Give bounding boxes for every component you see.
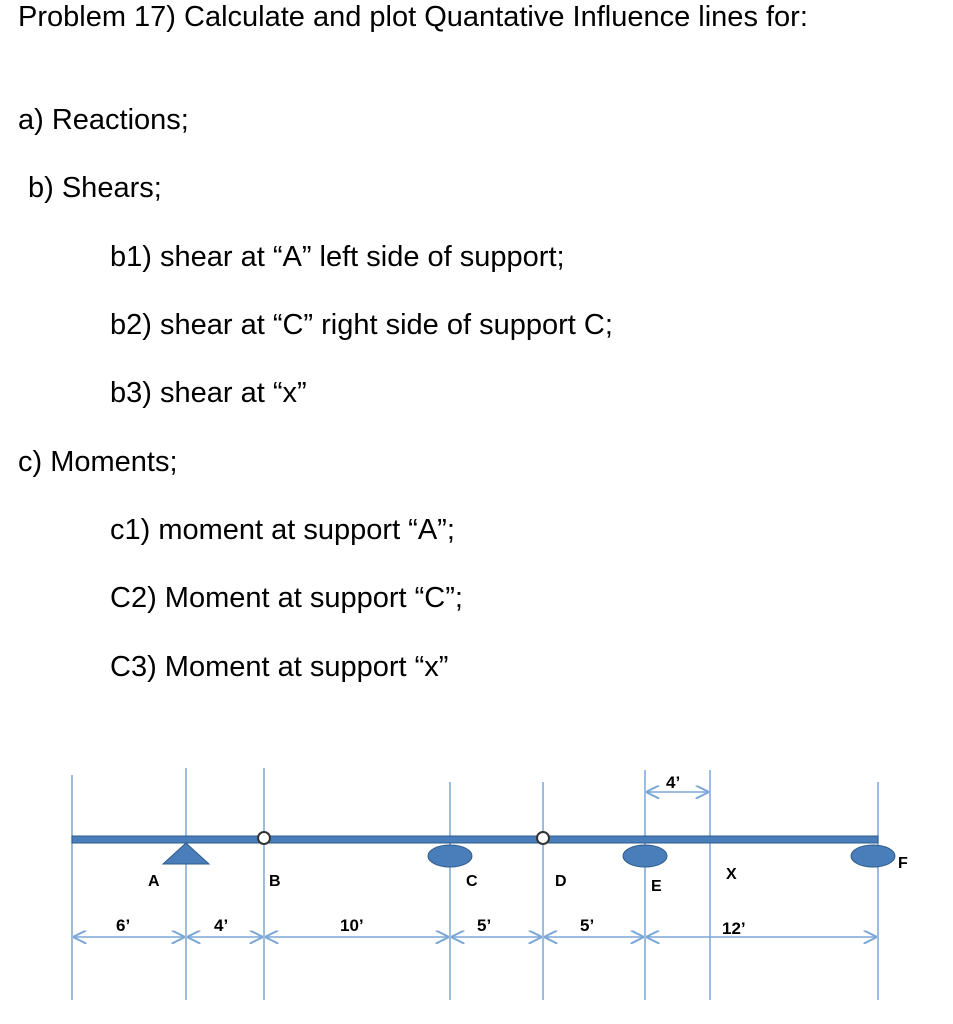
item-b-shears: b) Shears; — [28, 172, 162, 204]
beam-diagram — [0, 760, 953, 1024]
item-c1-moment-a: c1) moment at support “A”; — [110, 514, 455, 546]
item-b2-shear-c: b2) shear at “C” right side of support C; — [110, 309, 613, 341]
support-a-pin — [163, 843, 209, 864]
item-c2-moment-c: C2) Moment at support “C”; — [110, 582, 463, 614]
hinge-b — [258, 832, 270, 844]
dimension-label-6ft: 6’ — [116, 916, 131, 935]
hinge-d — [537, 832, 549, 844]
dimension-label-4ft: 4’ — [214, 916, 229, 935]
support-e-roller — [623, 845, 667, 867]
top-dimension-label: 4’ — [666, 773, 681, 792]
label-e: E — [651, 878, 662, 895]
beam — [72, 836, 878, 843]
label-b: B — [269, 873, 281, 890]
label-d: D — [555, 873, 567, 890]
item-c3-moment-x: C3) Moment at support “x” — [110, 651, 449, 683]
problem-title: Problem 17) Calculate and plot Quantative Influence lines for: — [18, 1, 808, 33]
dimension-label-5ft-de: 5’ — [580, 916, 595, 935]
item-c-moments: c) Moments; — [18, 446, 178, 478]
item-b3-shear-x: b3) shear at “x” — [110, 377, 307, 409]
label-a: A — [148, 873, 160, 890]
label-x: X — [726, 866, 737, 883]
support-c-roller — [428, 845, 472, 867]
item-a-reactions: a) Reactions; — [18, 104, 189, 136]
dimension-label-10ft: 10’ — [340, 916, 364, 935]
dimension-label-5ft-cd: 5’ — [477, 916, 492, 935]
label-f: F — [898, 855, 908, 872]
support-f-roller — [851, 845, 895, 867]
item-b1-shear-a: b1) shear at “A” left side of support; — [110, 241, 565, 273]
label-c: C — [466, 873, 478, 890]
dimension-label-12ft: 12’ — [722, 919, 746, 938]
